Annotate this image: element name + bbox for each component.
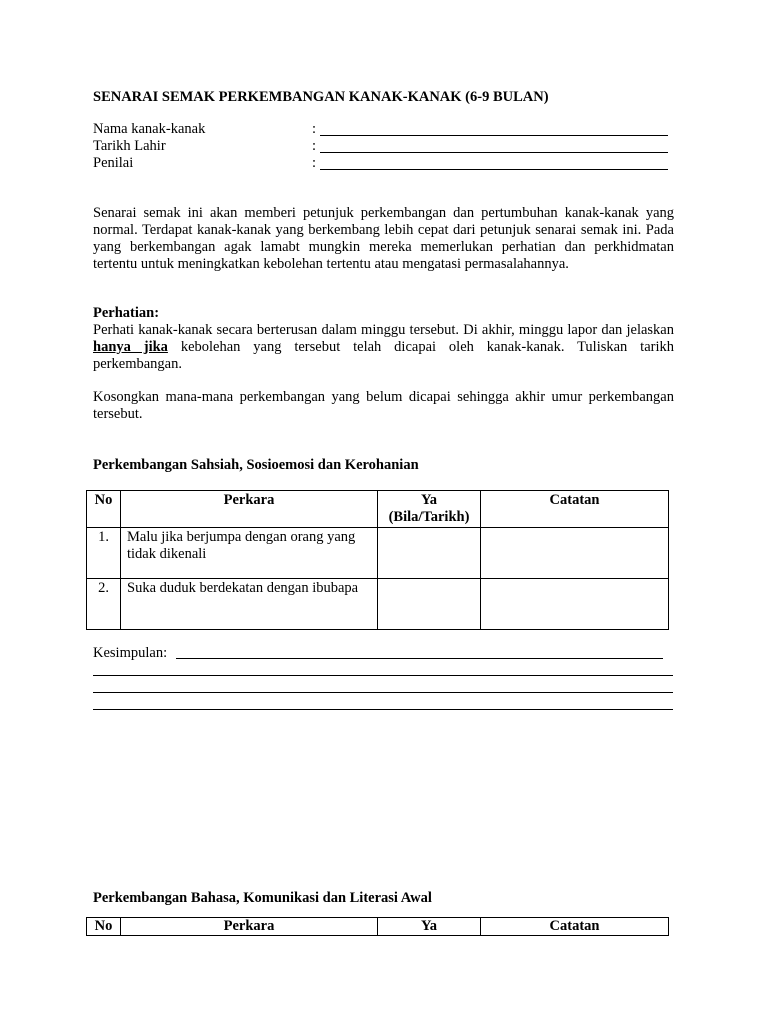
cell-no: 1. xyxy=(87,528,121,579)
empty-note-paragraph: Kosongkan mana-mana perkembangan yang belum dicapai sehingga akhir umur perkembangan tersebut. xyxy=(93,389,674,422)
field-child-name xyxy=(93,121,673,138)
field-label: Penilai xyxy=(93,155,134,171)
column-header-perkara: Perkara xyxy=(121,491,378,528)
attention-paragraph xyxy=(93,322,674,373)
cell-catatan[interactable] xyxy=(481,528,669,579)
column-header-no: No xyxy=(87,918,121,936)
attention-emphasis: hanya jika xyxy=(93,339,168,355)
section2-heading: Perkembangan Bahasa, Komunikasi dan Literasi Awal xyxy=(93,890,432,906)
field-assessor xyxy=(93,155,673,172)
field-blank-line[interactable] xyxy=(320,152,668,153)
conclusion-line[interactable] xyxy=(176,658,663,659)
section2-table xyxy=(86,917,669,936)
cell-ya[interactable] xyxy=(378,528,481,579)
field-birth-date xyxy=(93,138,673,155)
table-header-row xyxy=(87,491,669,528)
conclusion-line[interactable] xyxy=(93,675,673,676)
field-blank-line[interactable] xyxy=(320,169,668,170)
table-row xyxy=(87,528,669,579)
conclusion-line[interactable] xyxy=(93,709,673,710)
cell-catatan[interactable] xyxy=(481,579,669,630)
column-header-catatan: Catatan xyxy=(481,491,669,528)
attention-heading: Perhatian: xyxy=(93,305,160,321)
column-header-ya xyxy=(378,491,481,528)
table-header-row xyxy=(87,918,669,936)
field-blank-line[interactable] xyxy=(320,135,668,136)
column-header-perkara: Perkara xyxy=(121,918,378,936)
table-row xyxy=(87,579,669,630)
cell-perkara: Malu jika berjumpa dengan orang yang tidak dikenali xyxy=(121,528,378,579)
field-colon: : xyxy=(312,155,317,171)
section1-table xyxy=(86,490,669,630)
column-header-ya: Ya xyxy=(378,918,481,936)
intro-paragraph: Senarai semak ini akan memberi petunjuk perkembangan dan pertumbuhan kanak-kanak yang normal. Terdapat kanak-kanak yang berkembang lebih cepat dari petunjuk senarai semak ini. Pada yang berkembangan agak lamabt mungkin mereka memerlukan perhatian dan perkhidmatan tertentu untuk meningkatkan kebolehan tertentu atau mengatasi permasalahannya. xyxy=(93,205,674,272)
cell-perkara: Suka duduk berdekatan dengan ibubapa xyxy=(121,579,378,630)
section1-heading: Perkembangan Sahsiah, Sosioemosi dan Kerohanian xyxy=(93,457,419,473)
attention-text-after: kebolehan yang tersebut telah dicapai oleh kanak-kanak. Tuliskan tarikh perkembangan. xyxy=(93,339,674,372)
field-colon: : xyxy=(312,138,317,154)
conclusion-line[interactable] xyxy=(93,692,673,693)
field-label: Nama kanak-kanak xyxy=(93,121,206,137)
column-header-ya-label: Ya xyxy=(420,492,438,508)
document-title: SENARAI SEMAK PERKEMBANGAN KANAK-KANAK (6-9 BULAN) xyxy=(93,89,549,105)
attention-text-before: Perhati kanak-kanak secara berterusan dalam minggu tersebut. Di akhir, minggu lapor dan jelaskan xyxy=(93,322,674,338)
field-colon: : xyxy=(312,121,317,137)
column-header-no: No xyxy=(87,491,121,528)
column-header-catatan: Catatan xyxy=(481,918,669,936)
cell-ya[interactable] xyxy=(378,579,481,630)
conclusion-label: Kesimpulan: xyxy=(93,645,168,661)
field-label: Tarikh Lahir xyxy=(93,138,166,154)
column-header-ya-sub: (Bila/Tarikh) xyxy=(388,509,470,525)
cell-no: 2. xyxy=(87,579,121,630)
